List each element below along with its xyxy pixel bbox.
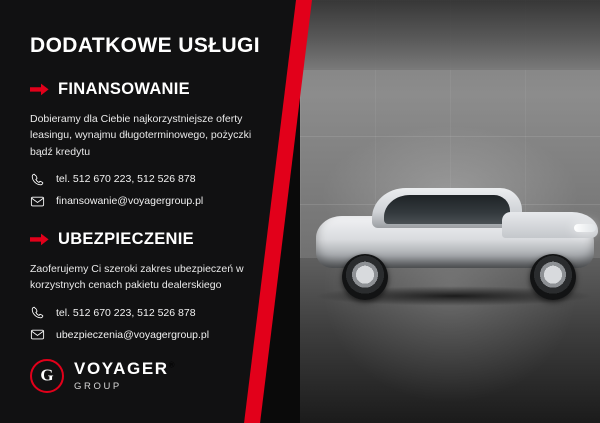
insurance-email-row[interactable]: [30, 327, 278, 342]
section-insurance-description: Zaoferujemy Ci szeroki zakres ubezpieczeń w korzystnych cenach pakietu dealerskiego: [30, 262, 244, 292]
registered-mark: ®: [168, 360, 175, 370]
logo-text-block: [74, 360, 175, 392]
envelope-icon: [30, 194, 45, 209]
envelope-icon: [30, 327, 45, 342]
suv-photo: [300, 0, 600, 423]
section-insurance-title-row: [30, 230, 278, 249]
insurance-phone-row[interactable]: [30, 305, 278, 320]
financing-phone-row[interactable]: [30, 172, 278, 187]
brand-logo[interactable]: [30, 359, 175, 393]
section-financing-title-row: [30, 80, 278, 99]
section-financing: [30, 80, 278, 209]
financing-email-text: finansowanie@voyagergroup.pl: [56, 195, 204, 208]
arrow-right-icon: [30, 83, 49, 96]
section-insurance-title: UBEZPIECZENIE: [58, 229, 194, 248]
front-wheel: [530, 254, 576, 300]
rear-wheel: [342, 254, 388, 300]
voyager-g-icon: [30, 359, 64, 393]
page-title: DODATKOWE USŁUGI: [30, 34, 260, 57]
insurance-phone-text: tel. 512 670 223, 512 526 878: [56, 306, 196, 319]
phone-icon: [30, 172, 45, 187]
section-financing-description: Dobieramy dla Ciebie najkorzystniejsze oferty leasingu, wynajmu długoterminowego, pożyczki bądź kredytu: [30, 113, 252, 158]
section-spacer: [30, 216, 278, 230]
insurance-email-text: ubezpieczenia@voyagergroup.pl: [56, 328, 210, 341]
headlight-icon: [574, 224, 596, 232]
concrete-ceiling: [300, 0, 600, 70]
section-financing-title: FINANSOWANIE: [58, 80, 190, 98]
logo-subtitle: GROUP: [74, 381, 122, 393]
car-silhouette: [306, 178, 600, 308]
phone-icon: [30, 305, 45, 320]
financing-phone-text: tel. 512 670 223, 512 526 878: [56, 173, 196, 186]
arrow-right-icon: [30, 233, 49, 246]
section-insurance: [30, 230, 278, 343]
logo-name: VOYAGER: [74, 359, 169, 379]
financing-email-row[interactable]: [30, 194, 278, 209]
car-windows: [384, 195, 510, 224]
